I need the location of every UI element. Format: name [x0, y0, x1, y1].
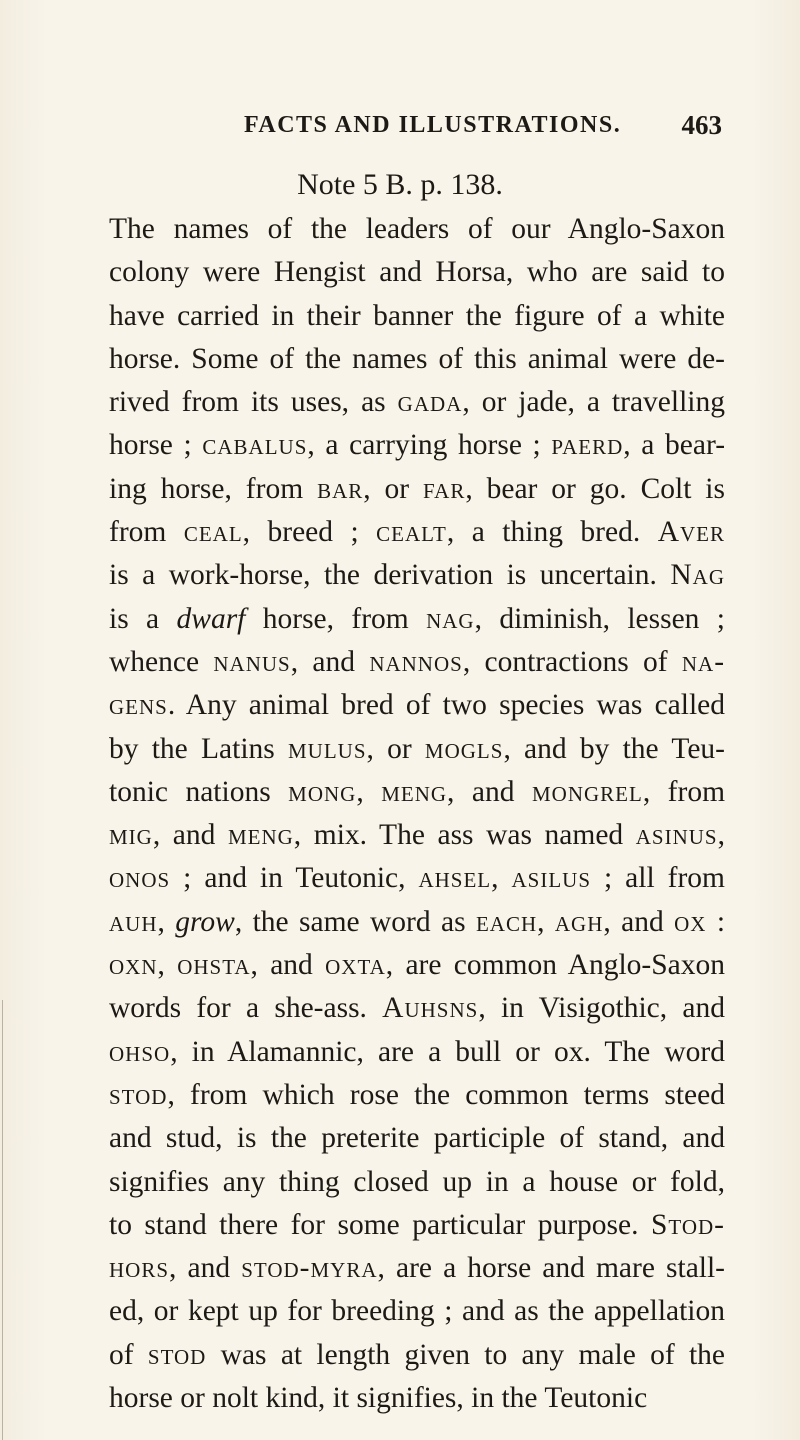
text-line	[109, 598, 725, 641]
small-caps-term: oxta	[325, 949, 386, 982]
text-line	[109, 987, 725, 1030]
small-caps-term: mig	[109, 819, 153, 852]
text-run: signifies any thing closed up in a house or fold,	[109, 1165, 725, 1198]
text-run: words for a she-ass.	[109, 992, 383, 1025]
small-caps-term: na-	[681, 645, 726, 678]
small-caps-term: stod	[109, 1078, 168, 1111]
text-run: colony were Hengist and Horsa, who are said to	[109, 256, 725, 289]
text-line	[109, 901, 725, 944]
small-caps-term: ahsel	[418, 862, 492, 895]
small-caps-term: cabalus	[202, 429, 308, 462]
small-caps-term: Nag	[670, 559, 725, 592]
text-line	[109, 1074, 725, 1117]
small-caps-term: nag	[426, 602, 475, 635]
text-line	[109, 1117, 725, 1160]
text-run: , and	[447, 775, 532, 808]
text-run: ,	[157, 949, 178, 982]
text-run: , in Alamannic, are a bull or ox. The word	[170, 1035, 725, 1068]
text-run: is a	[109, 602, 177, 635]
text-run: ,	[356, 775, 382, 808]
text-line	[109, 1031, 725, 1074]
small-caps-term: stod-myra	[241, 1252, 378, 1285]
text-run: to stand there for some particular purpose.	[109, 1208, 651, 1241]
page-number: 463	[681, 110, 722, 140]
small-caps-term: nanus	[213, 645, 291, 678]
small-caps-term: bar	[317, 472, 364, 505]
text-run: by the Latins	[109, 732, 288, 765]
text-line	[109, 1204, 725, 1247]
text-line	[109, 857, 725, 900]
text-line	[109, 511, 725, 554]
text-run: , from which rose the common terms steed	[167, 1078, 725, 1111]
text-run: ; all from	[591, 862, 725, 895]
small-caps-term: Auhsns	[382, 992, 479, 1025]
text-run: , or	[366, 732, 425, 765]
small-caps-term: asinus	[635, 819, 718, 852]
small-caps-term: oxn	[109, 949, 158, 982]
text-run: horse ;	[109, 429, 203, 462]
text-run: , from	[642, 775, 726, 808]
text-run: , and by the Teu-	[503, 732, 725, 765]
text-run: from	[109, 516, 184, 549]
text-line	[109, 1290, 725, 1333]
text-line	[109, 468, 725, 511]
text-run: was at length given to any male of the	[206, 1338, 725, 1371]
small-caps-term: agh	[554, 905, 604, 938]
text-run: ed, or kept up for breeding ; and as the appellation	[109, 1295, 725, 1328]
small-caps-term: ohso	[109, 1035, 171, 1068]
small-caps-term: hors	[109, 1252, 170, 1285]
text-run: , contractions of	[462, 645, 682, 678]
small-caps-term: gada	[397, 386, 463, 419]
text-line	[109, 684, 725, 727]
small-caps-term: each	[475, 905, 538, 938]
small-caps-term: nannos	[369, 645, 463, 678]
small-caps-term: Aver	[657, 516, 725, 549]
text-run: :	[706, 905, 726, 938]
small-caps-term: mulus	[287, 732, 367, 765]
small-caps-term: paerd	[551, 429, 624, 462]
text-run: , and	[603, 905, 675, 938]
small-caps-term: ceal	[183, 516, 243, 549]
text-run: , are a horse and mare stall-	[377, 1252, 725, 1285]
text-run: , bear or go. Colt is	[465, 472, 725, 505]
text-run: , diminish, lessen ;	[474, 602, 725, 635]
small-caps-term: meng	[227, 819, 294, 852]
small-caps-term: gens	[109, 689, 168, 722]
text-run: , mix. The ass was named	[293, 819, 636, 852]
text-run: horse, from	[245, 602, 427, 635]
text-run: , the same word as	[234, 905, 476, 938]
small-caps-term: mong	[288, 775, 357, 808]
text-run: ,	[157, 905, 176, 938]
text-line	[109, 424, 725, 467]
text-run: , a bear-	[623, 429, 726, 462]
text-line	[109, 728, 725, 771]
text-line	[109, 554, 725, 597]
text-line	[109, 251, 725, 294]
text-run: rived from its uses, as	[109, 386, 398, 419]
page-header	[110, 106, 722, 146]
text-run: The names of the leaders of our Anglo-Saxon	[109, 213, 725, 245]
text-line	[109, 814, 725, 857]
text-line	[109, 1334, 725, 1377]
italic-term: grow	[175, 905, 235, 938]
text-run: , in Visigothic, and	[478, 992, 725, 1025]
text-run: ; and in Teutonic,	[170, 862, 419, 895]
text-line	[109, 208, 725, 251]
text-line	[109, 944, 725, 987]
text-line	[109, 295, 725, 338]
text-run: , and	[169, 1252, 242, 1285]
text-line	[109, 381, 725, 424]
text-line	[109, 771, 725, 814]
note-heading: Note 5 B. p. 138.	[297, 168, 503, 201]
text-run: , and	[250, 949, 326, 982]
body-paragraph	[109, 208, 725, 1420]
text-run: , and	[152, 819, 228, 852]
text-run: and stud, is the preterite participle of stand, and	[109, 1122, 725, 1155]
text-run: ,	[717, 819, 725, 852]
text-run: whence	[109, 645, 214, 678]
text-run: of	[109, 1338, 148, 1371]
italic-term: dwarf	[176, 602, 246, 635]
small-caps-term: auh	[109, 905, 158, 938]
small-caps-term: ohsta	[177, 949, 251, 982]
small-caps-term: mongrel	[531, 775, 643, 808]
small-caps-term: asilus	[511, 862, 592, 895]
text-line	[109, 1377, 725, 1420]
text-run: is a work-horse, the derivation is uncertain.	[109, 559, 671, 592]
text-line	[109, 338, 725, 381]
small-caps-term: meng	[381, 775, 448, 808]
small-caps-term: mogls	[424, 732, 504, 765]
small-caps-term: onos	[109, 862, 171, 895]
page-edge-line	[2, 1000, 3, 1440]
text-run: ing horse, from	[109, 472, 318, 505]
text-run: . Any animal bred of two species was called	[167, 689, 725, 722]
small-caps-term: ox	[674, 905, 707, 938]
text-line	[109, 641, 725, 684]
text-run: , a carrying horse ;	[307, 429, 552, 462]
text-run: tonic nations	[109, 775, 289, 808]
small-caps-term: Stod-	[650, 1208, 725, 1241]
running-head: FACTS AND ILLUSTRATIONS.	[244, 112, 622, 138]
text-line	[109, 1247, 725, 1290]
small-caps-term: cealt	[376, 516, 447, 549]
small-caps-term: stod	[147, 1338, 207, 1371]
text-line	[109, 1161, 725, 1204]
text-run: have carried in their banner the figure of a white	[109, 299, 725, 332]
text-run: ,	[537, 905, 555, 938]
text-run: , or	[363, 472, 424, 505]
text-run: , and	[290, 645, 370, 678]
text-run: , are common Anglo-Saxon	[385, 949, 726, 982]
text-run: , a thing bred.	[446, 516, 658, 549]
text-run: ,	[491, 862, 512, 895]
text-run: , or jade, a travelling	[462, 386, 725, 419]
text-run: horse. Some of the names of this animal were de-	[109, 342, 725, 375]
text-run: horse or nolt kind, it signifies, in the Teutonic	[109, 1382, 648, 1415]
small-caps-term: far	[423, 472, 466, 505]
text-run: , breed ;	[242, 516, 377, 549]
